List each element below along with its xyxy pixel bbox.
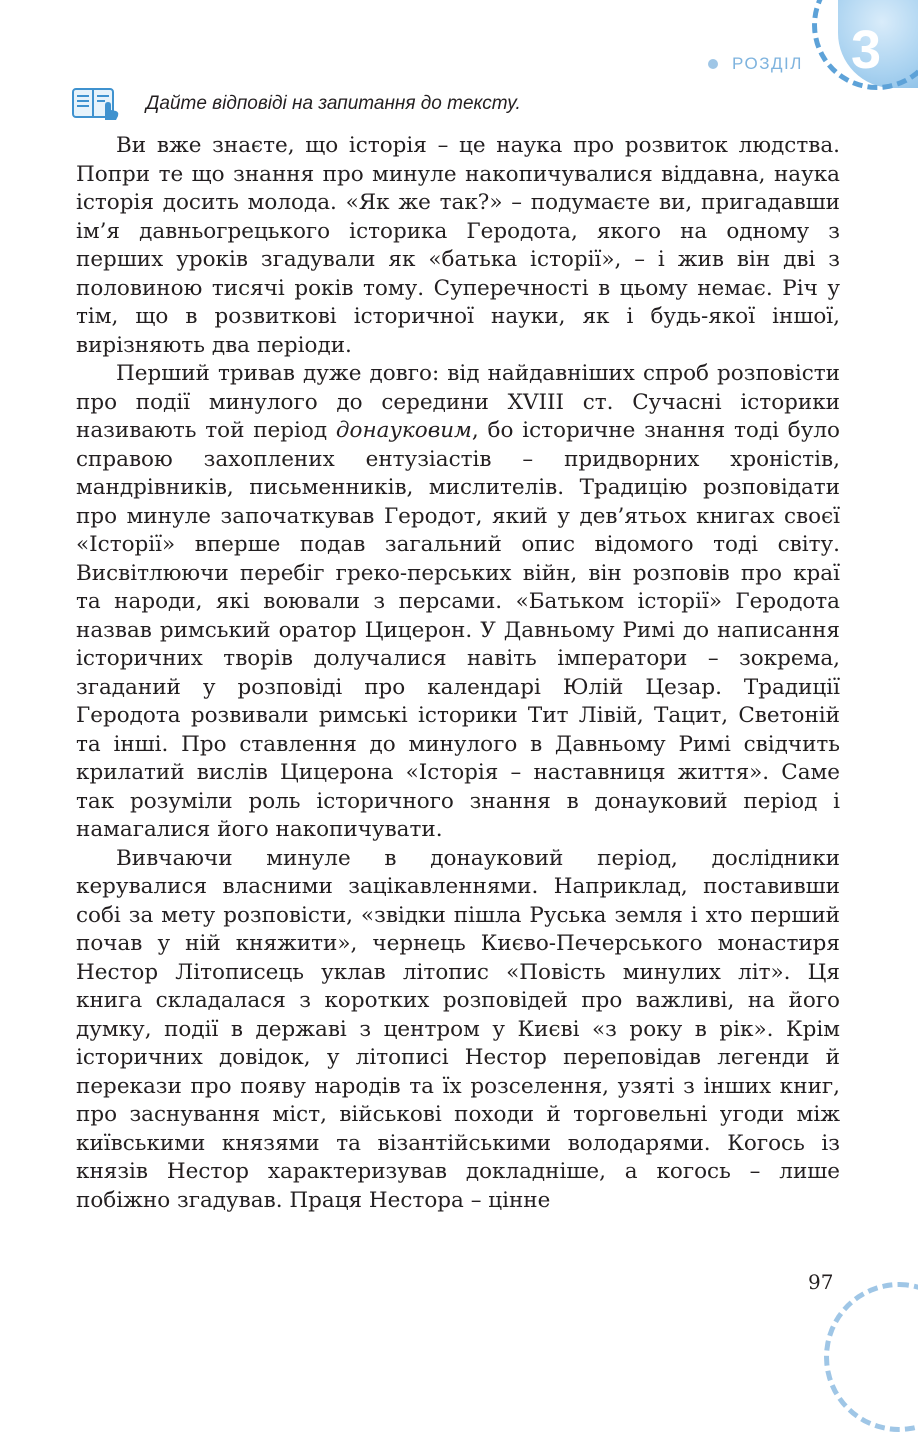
chapter-number: 3: [850, 20, 882, 80]
section-word: РОЗДІЛ: [732, 54, 803, 73]
corner-dashed-ring: [824, 1282, 918, 1432]
paragraph-text: Перший тривав дуже довго: від найдавніших спроб розповісти про події минулого до середини XVIII ст. Сучасні історики називають той період: [76, 361, 840, 443]
book-hand-icon: [72, 86, 120, 122]
section-label: [708, 52, 803, 76]
paragraph: [76, 132, 840, 360]
paragraph-text: Вивчаючи минуле в донауковий період, дослідники керувалися власними зацікавленнями. Наприклад, поставивши собі за мету розповісти, «звідки пішла Руська земля і хто перший почав у ній княжити», чернець Києво-Печерського монастиря Нестор Літописець уклав літопис «Повість минулих літ». Ця книга складалася з коротких розповідей про важливі, на його думку, події в державі з центром у Києві «з року в рік». Крім історичних довідок, у літописі Нестор переповідав легенди й перекази про появу народів та їх розселення, узяті з інших книг, про заснування міст, військові походи й торговельні угоди між київськими князями та візантійськими володарями. Когось із князів Нестор характеризував докладніше, а когось – лише побіжно згадував. Праця Нестора – цінне: [76, 845, 840, 1213]
task-line: [72, 86, 521, 122]
paragraph: [76, 845, 840, 1216]
bullet-dot-icon: [708, 59, 718, 69]
body-text: [76, 132, 840, 1215]
paragraph-text: Ви вже знаєте, що історія – це наука про розвиток людства. Попри те що знання про минуле накопичувалися віддавна, наука історія досить молода. «Як же так?» – подумаєте ви, пригадавши ім’я давньогрецького історика Геродота, якого на одному з перших уроків згадували як «батька історії», – і жив він дві з половиною тисячі років тому. Суперечності в цьому немає. Річ у тім, що в розвиткові історичної науки, як і будь-якої іншої, вирізняють два періоди.: [76, 133, 840, 358]
paragraph: [76, 360, 840, 845]
task-instruction: Дайте відповіді на запитання до тексту.: [146, 93, 521, 114]
paragraph-text: , бо історичне знання тоді було справою захоплених ентузіастів – придворних хроністів, мандрівників, письменників, мислителів. Традицію розповідати про минуле започаткував Геродот, який у дев’ятьох книгах своєї «Історії» вперше подав загальний опис відомого тоді світу. Висвітлюючи перебіг греко-перських війн, він розповів про краї та народи, які воювали з персами. «Батьком історії» Геродота назвав римський оратор Цицерон. У Давньому Римі до написання історичних творів долучалися навіть імператори – зокрема, згаданий у розповіді про календарі Юлій Цезар. Традиції Геродота розвивали римські історики Тит Лівій, Тацит, Светоній та інші. Про ставлення до минулого в Давньому Римі свідчить крилатий вислів Цицерона «Історія – наставниця життя». Саме так розуміли роль історичного знання в донауковий період і намагалися його накопичувати.: [76, 418, 840, 842]
page-number: 97: [808, 1270, 834, 1294]
emphasized-term: донауковим: [335, 418, 472, 443]
